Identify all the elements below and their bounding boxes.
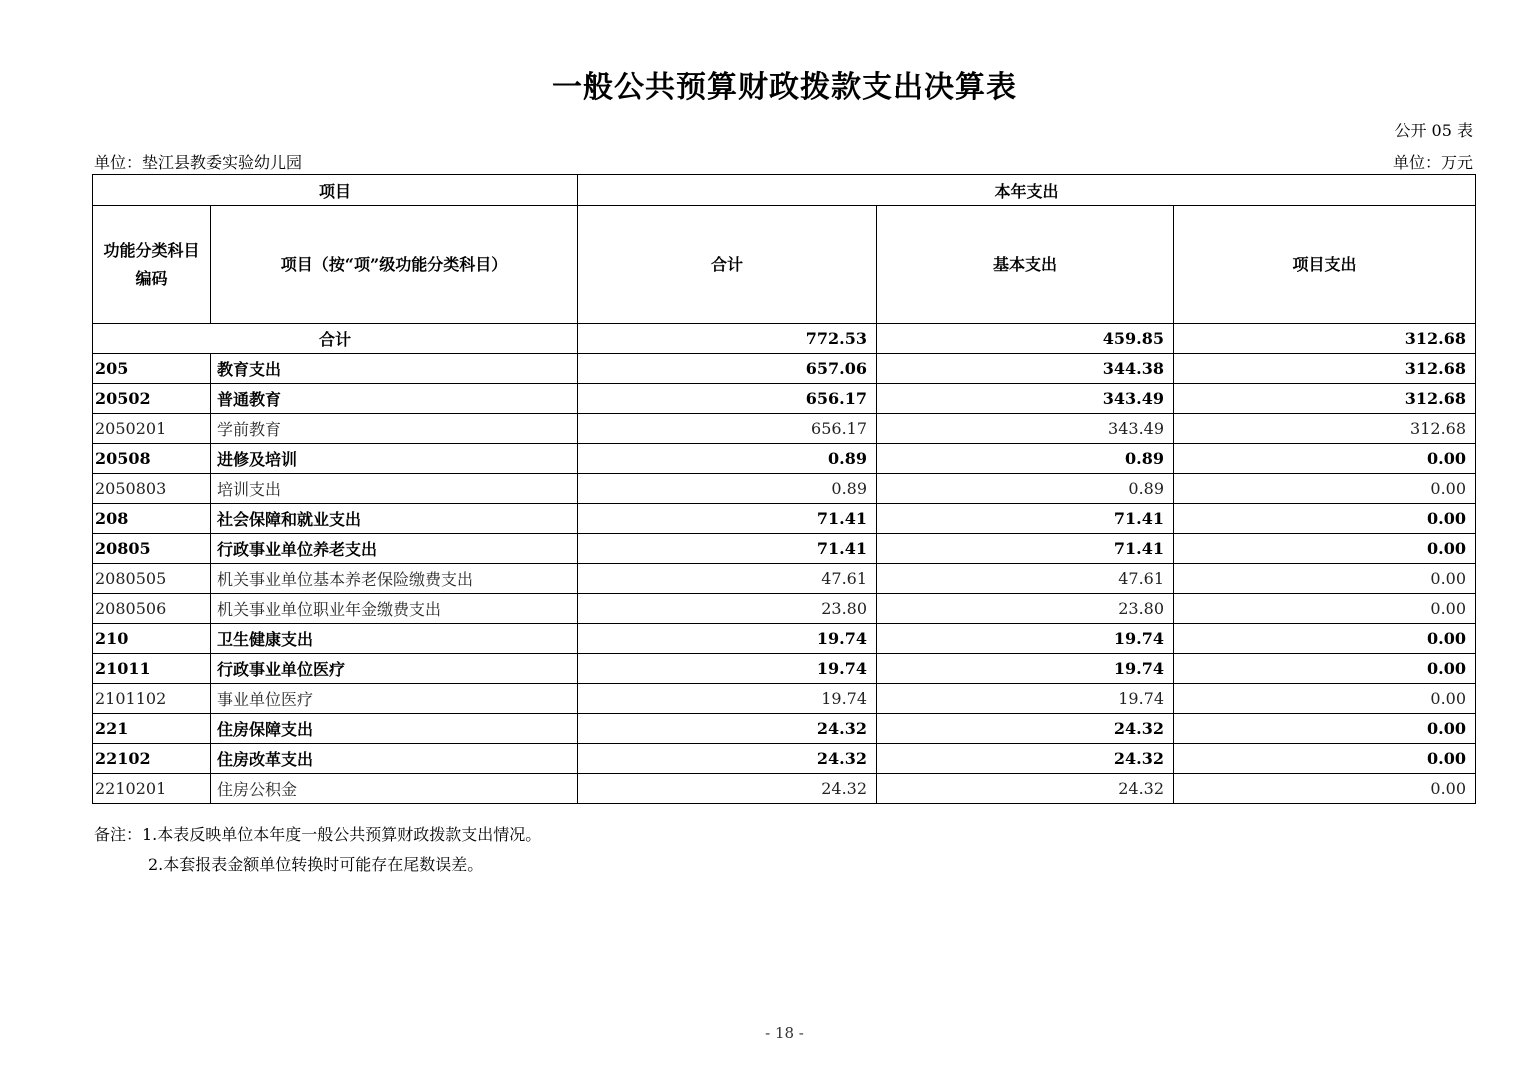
row-basic: 47.61 — [877, 564, 1174, 594]
row-basic: 24.32 — [877, 714, 1174, 744]
page-number: - 18 - — [765, 1024, 804, 1042]
row-code: 2080506 — [93, 594, 211, 624]
row-code: 20508 — [93, 444, 211, 474]
row-total: 71.41 — [578, 504, 877, 534]
row-project: 0.00 — [1174, 444, 1476, 474]
row-code: 2080505 — [93, 564, 211, 594]
table-row — [93, 774, 1476, 804]
form-number: 公开 05 表 — [1394, 121, 1473, 140]
row-name: 社会保障和就业支出 — [211, 504, 578, 534]
table-row — [93, 654, 1476, 684]
table-row — [93, 474, 1476, 504]
row-basic: 24.32 — [877, 744, 1174, 774]
row-project: 0.00 — [1174, 774, 1476, 804]
page-title: 一般公共预算财政拨款支出决算表 — [552, 70, 1017, 105]
row-project: 0.00 — [1174, 714, 1476, 744]
row-basic: 0.89 — [877, 474, 1174, 504]
row-code: 210 — [93, 624, 211, 654]
total-label: 合计 — [93, 324, 578, 354]
reporting-unit: 单位：垫江县教委实验幼儿园 — [94, 153, 303, 172]
header-project: 项目支出 — [1174, 206, 1476, 324]
row-project: 312.68 — [1174, 414, 1476, 444]
row-name: 进修及培训 — [211, 444, 578, 474]
table-row — [93, 714, 1476, 744]
row-code: 221 — [93, 714, 211, 744]
row-basic: 23.80 — [877, 594, 1174, 624]
row-project: 0.00 — [1174, 684, 1476, 714]
row-basic: 19.74 — [877, 624, 1174, 654]
row-total: 23.80 — [578, 594, 877, 624]
row-basic: 19.74 — [877, 654, 1174, 684]
table-row — [93, 564, 1476, 594]
row-basic: 71.41 — [877, 534, 1174, 564]
expenditure-table — [92, 174, 1476, 804]
row-project: 0.00 — [1174, 744, 1476, 774]
header-row-columns — [93, 206, 1476, 324]
header-item: 项目（按“项”级功能分类科目） — [211, 206, 578, 324]
total-basic: 459.85 — [877, 324, 1174, 354]
row-basic: 24.32 — [877, 774, 1174, 804]
table-row — [93, 684, 1476, 714]
table-row — [93, 744, 1476, 774]
row-basic: 19.74 — [877, 684, 1174, 714]
total-row — [93, 324, 1476, 354]
row-project: 0.00 — [1174, 564, 1476, 594]
row-total: 24.32 — [578, 714, 877, 744]
row-total: 24.32 — [578, 774, 877, 804]
row-basic: 344.38 — [877, 354, 1174, 384]
total-project: 312.68 — [1174, 324, 1476, 354]
row-code: 20502 — [93, 384, 211, 414]
row-name: 学前教育 — [211, 414, 578, 444]
currency-unit: 单位：万元 — [1392, 153, 1473, 172]
row-project: 0.00 — [1174, 504, 1476, 534]
row-project: 0.00 — [1174, 654, 1476, 684]
row-basic: 0.89 — [877, 444, 1174, 474]
table-row — [93, 414, 1476, 444]
row-code: 21011 — [93, 654, 211, 684]
header-basic: 基本支出 — [877, 206, 1174, 324]
notes — [94, 820, 541, 880]
header-current-year-group: 本年支出 — [578, 175, 1476, 206]
row-code: 2050803 — [93, 474, 211, 504]
row-code: 20805 — [93, 534, 211, 564]
row-total: 71.41 — [578, 534, 877, 564]
row-name: 教育支出 — [211, 354, 578, 384]
row-name: 行政事业单位养老支出 — [211, 534, 578, 564]
row-code: 22102 — [93, 744, 211, 774]
row-total: 19.74 — [578, 684, 877, 714]
row-name: 住房保障支出 — [211, 714, 578, 744]
row-name: 行政事业单位医疗 — [211, 654, 578, 684]
table-row — [93, 624, 1476, 654]
row-project: 0.00 — [1174, 624, 1476, 654]
row-total: 19.74 — [578, 624, 877, 654]
row-basic: 343.49 — [877, 384, 1174, 414]
row-total: 19.74 — [578, 654, 877, 684]
note-2: 2.本套报表金额单位转换时可能存在尾数误差。 — [148, 855, 484, 874]
table-row — [93, 444, 1476, 474]
row-total: 0.89 — [578, 474, 877, 504]
row-name: 机关事业单位职业年金缴费支出 — [211, 594, 578, 624]
row-project: 0.00 — [1174, 474, 1476, 504]
row-total: 0.89 — [578, 444, 877, 474]
row-name: 卫生健康支出 — [211, 624, 578, 654]
row-basic: 71.41 — [877, 504, 1174, 534]
row-name: 住房改革支出 — [211, 744, 578, 774]
row-code: 208 — [93, 504, 211, 534]
row-total: 24.32 — [578, 744, 877, 774]
header-total: 合计 — [578, 206, 877, 324]
row-name: 事业单位医疗 — [211, 684, 578, 714]
table-row — [93, 384, 1476, 414]
row-code: 2101102 — [93, 684, 211, 714]
row-project: 0.00 — [1174, 534, 1476, 564]
row-total: 47.61 — [578, 564, 877, 594]
header-row-group — [93, 175, 1476, 206]
row-total: 656.17 — [578, 414, 877, 444]
row-code: 2050201 — [93, 414, 211, 444]
row-name: 普通教育 — [211, 384, 578, 414]
note-1: 备注：1.本表反映单位本年度一般公共预算财政拨款支出情况。 — [94, 825, 542, 844]
row-total: 657.06 — [578, 354, 877, 384]
row-project: 312.68 — [1174, 384, 1476, 414]
row-code: 205 — [93, 354, 211, 384]
table-row — [93, 354, 1476, 384]
total-total: 772.53 — [578, 324, 877, 354]
row-basic: 343.49 — [877, 414, 1174, 444]
table-row — [93, 504, 1476, 534]
row-name: 培训支出 — [211, 474, 578, 504]
header-code: 功能分类科目编码 — [93, 206, 211, 324]
row-total: 656.17 — [578, 384, 877, 414]
table-row — [93, 534, 1476, 564]
row-name: 机关事业单位基本养老保险缴费支出 — [211, 564, 578, 594]
header-item-group: 项目 — [93, 175, 578, 206]
table-row — [93, 594, 1476, 624]
row-project: 0.00 — [1174, 594, 1476, 624]
row-name: 住房公积金 — [211, 774, 578, 804]
row-project: 312.68 — [1174, 354, 1476, 384]
row-code: 2210201 — [93, 774, 211, 804]
